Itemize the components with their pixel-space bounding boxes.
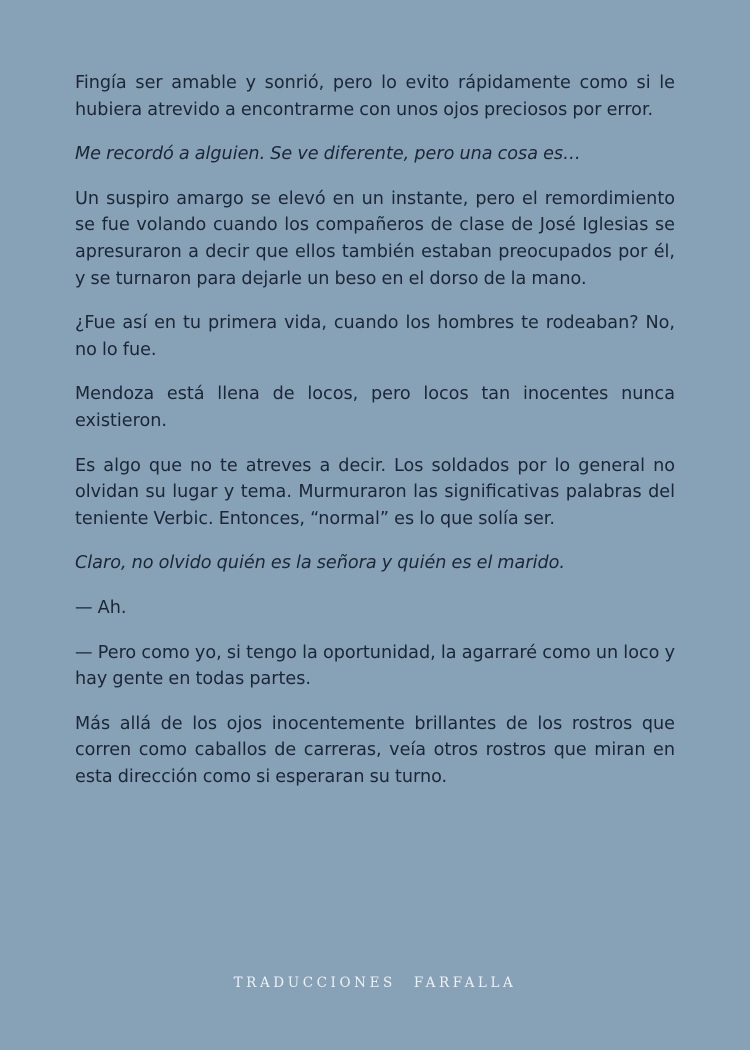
paragraph-7-italic: Claro, no olvido quién es la señora y quién es el marido. xyxy=(75,553,565,574)
footer-credit xyxy=(0,975,750,991)
paragraph-1: Fingía ser amable y sonrió, pero lo evito rápidamente como si le hubiera atrevido a encontrarme con unos ojos preciosos por error. xyxy=(75,73,675,120)
footer-word-2: FARFALLA xyxy=(413,975,517,991)
paragraph-5: Mendoza está llena de locos, pero locos tan inocentes nunca existieron. xyxy=(75,384,675,431)
paragraph-6: Es algo que no te atreves a decir. Los soldados por lo general no olvidan su lugar y tema. Murmuraron las significativas palabras del teniente Verbic. Entonces, “normal” es lo que solía ser. xyxy=(75,455,675,529)
paragraph-4: ¿Fue así en tu primera vida, cuando los hombres te rodeaban? No, no lo fue. xyxy=(75,313,675,360)
page-body xyxy=(75,70,675,808)
paragraph-2-italic: Me recordó a alguien. Se ve diferente, pero una cosa es… xyxy=(75,144,581,165)
paragraph-9-dialogue: — Pero como yo, si tengo la oportunidad, la agarraré como un loco y hay gente en todas partes. xyxy=(75,642,675,690)
footer-word-1: TRADUCCIONES xyxy=(233,975,396,991)
paragraph-8-dialogue: — Ah. xyxy=(75,597,127,618)
paragraph-3: Un suspiro amargo se elevó en un instante, pero el remordimiento se fue volando cuando los compañeros de clase de José Iglesias se apresuraron a decir que ellos también estaban preocupados por él, y se turnaron para dejarle un beso en el dorso de la mano. xyxy=(75,188,675,289)
paragraph-10: Más allá de los ojos inocentemente brillantes de los rostros que corren como caballos de carreras, veía otros rostros que miran en esta dirección como si esperaran su turno. xyxy=(75,713,675,787)
